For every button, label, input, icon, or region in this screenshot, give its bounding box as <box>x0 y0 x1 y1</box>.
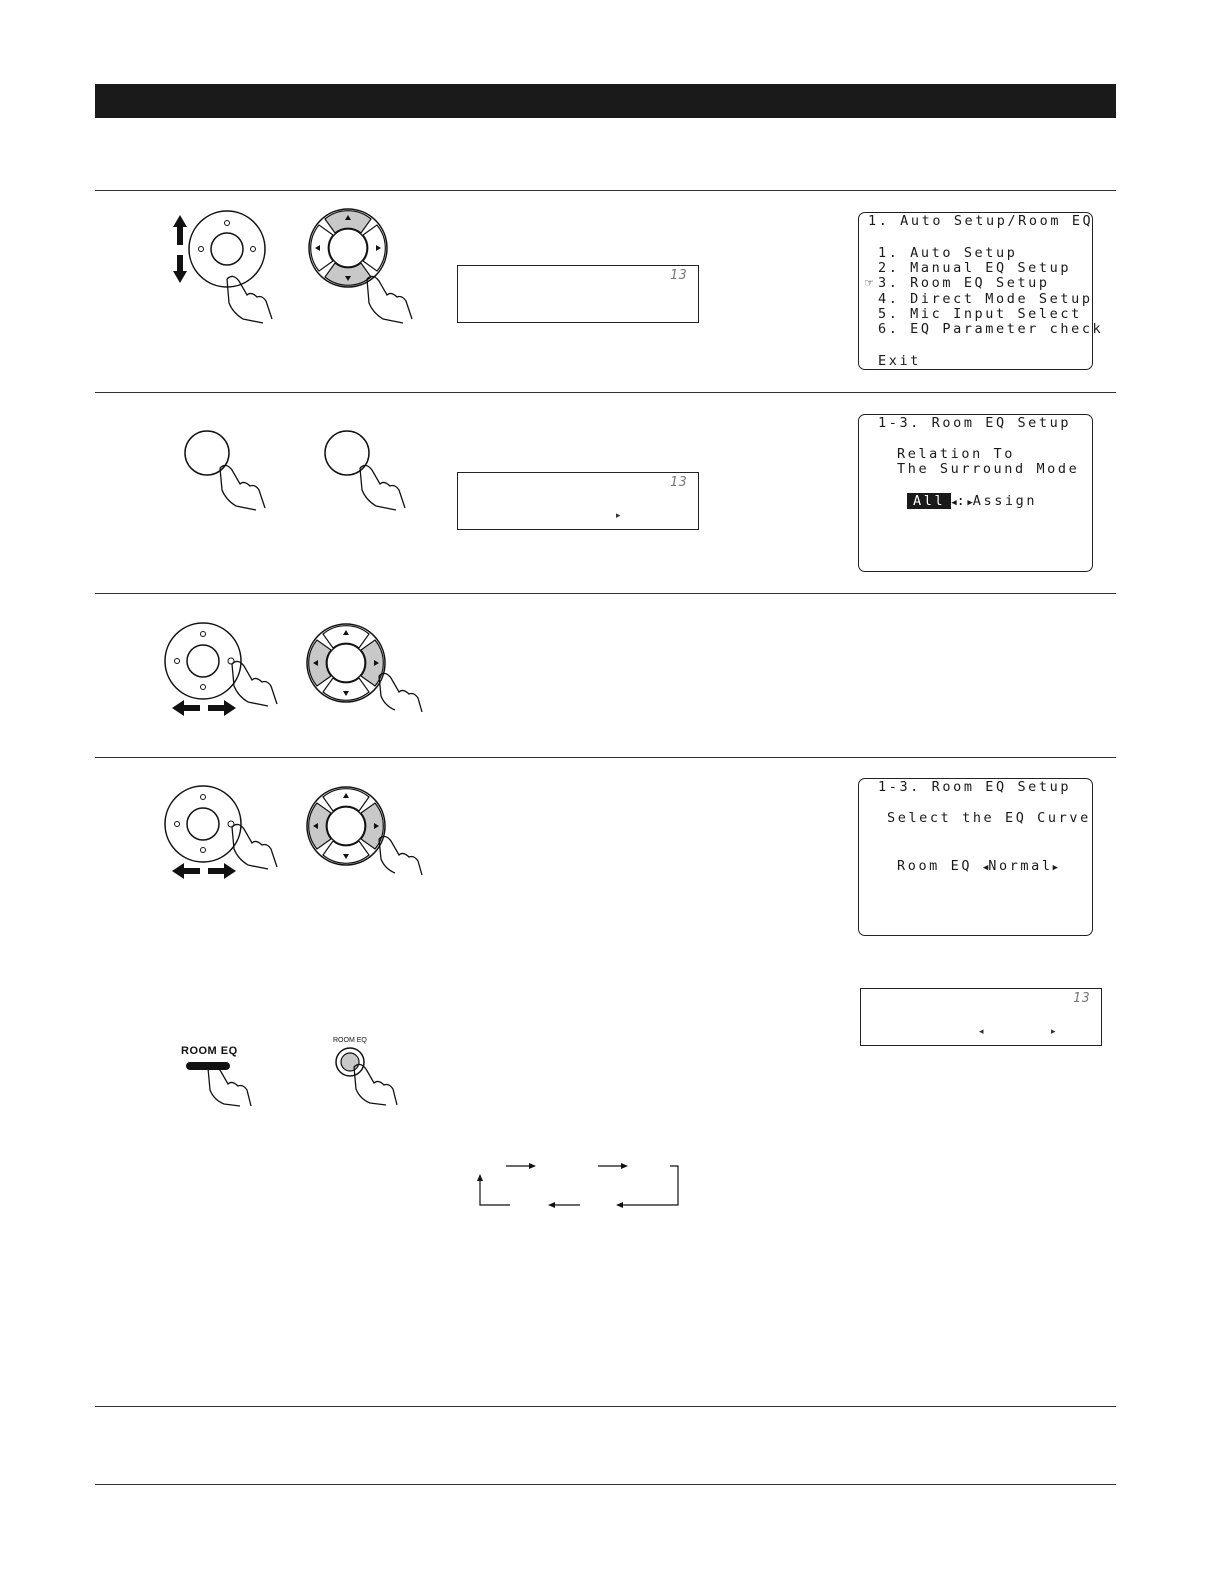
menu-item-manual-eq-setup: 2. Manual EQ Setup <box>878 260 1072 276</box>
dial-up-down-illustration <box>165 205 280 325</box>
divider <box>95 190 1116 191</box>
channel-number: 13 <box>670 475 688 490</box>
channel-number: 13 <box>1073 991 1091 1006</box>
osd-auto-setup-menu <box>858 212 1104 370</box>
remote-cursor-right-illustration <box>303 622 428 722</box>
arrow-right-icon: ▶ <box>1052 863 1059 873</box>
arrow-right-icon: ▸ <box>1051 1027 1056 1037</box>
menu-exit: Exit <box>878 353 921 369</box>
section-header-bar <box>95 84 1116 118</box>
arrow-right-icon: ▸ <box>616 511 621 521</box>
divider <box>95 1484 1116 1485</box>
enter-button-illustration <box>320 428 410 513</box>
arrow-left-icon: ◀ <box>951 498 957 508</box>
menu-item-auto-setup: 1. Auto Setup <box>878 245 1018 261</box>
osd-room-eq-value <box>897 859 1058 877</box>
room-eq-label: Room EQ <box>897 858 973 874</box>
divider <box>95 593 1116 594</box>
menu-item-mic-input-select: 5. Mic Input Select <box>878 306 1082 322</box>
cursor-pointer-icon: ☞ <box>865 275 874 291</box>
front-display <box>457 472 699 530</box>
osd-text-relation: Relation To <box>897 446 1016 462</box>
option-all: All <box>907 493 951 509</box>
option-separator: : <box>956 493 968 509</box>
osd-title: 1-3. Room EQ Setup <box>878 415 1072 431</box>
osd-title: 1. Auto Setup/Room EQ <box>868 213 1094 229</box>
room-eq-button-main-unit <box>180 1058 260 1113</box>
remote-cursor-right-illustration <box>303 785 428 885</box>
menu-item-direct-mode-setup: 4. Direct Mode Setup <box>878 291 1093 307</box>
osd-eq-curve-menu <box>858 778 1093 936</box>
arrow-left-icon: ◂ <box>979 1027 984 1037</box>
option-all-selected <box>907 494 1037 512</box>
room-eq-button-remote <box>332 1045 412 1110</box>
room-eq-curve-value: Normal <box>988 858 1053 874</box>
divider <box>95 757 1116 758</box>
divider <box>95 392 1116 393</box>
front-display <box>860 988 1102 1046</box>
dial-left-right-illustration <box>160 783 285 883</box>
osd-relation-menu <box>858 414 1093 572</box>
osd-text-surround-mode: The Surround Mode <box>897 461 1080 477</box>
remote-cursor-down-illustration <box>305 205 425 330</box>
front-display <box>457 265 699 323</box>
menu-item-eq-parameter-check: 6. EQ Parameter check <box>878 321 1104 337</box>
option-assign: Assign <box>972 493 1038 509</box>
arrow-right-icon: ▶ <box>967 498 973 508</box>
menu-item-room-eq-setup: 3. Room EQ Setup <box>878 275 1050 291</box>
room-eq-button-label: ROOM EQ <box>181 1045 238 1057</box>
divider <box>95 1406 1116 1407</box>
enter-button-illustration <box>180 428 270 513</box>
osd-text-select-curve: Select the EQ Curve <box>887 810 1091 826</box>
osd-title: 1-3. Room EQ Setup <box>878 779 1072 795</box>
arrow-left-icon: ◀ <box>982 863 989 873</box>
dial-left-right-illustration <box>160 620 285 720</box>
mode-cycle-diagram <box>470 1158 690 1213</box>
channel-number: 13 <box>670 268 688 283</box>
room-eq-remote-label: ROOM EQ <box>333 1037 367 1044</box>
